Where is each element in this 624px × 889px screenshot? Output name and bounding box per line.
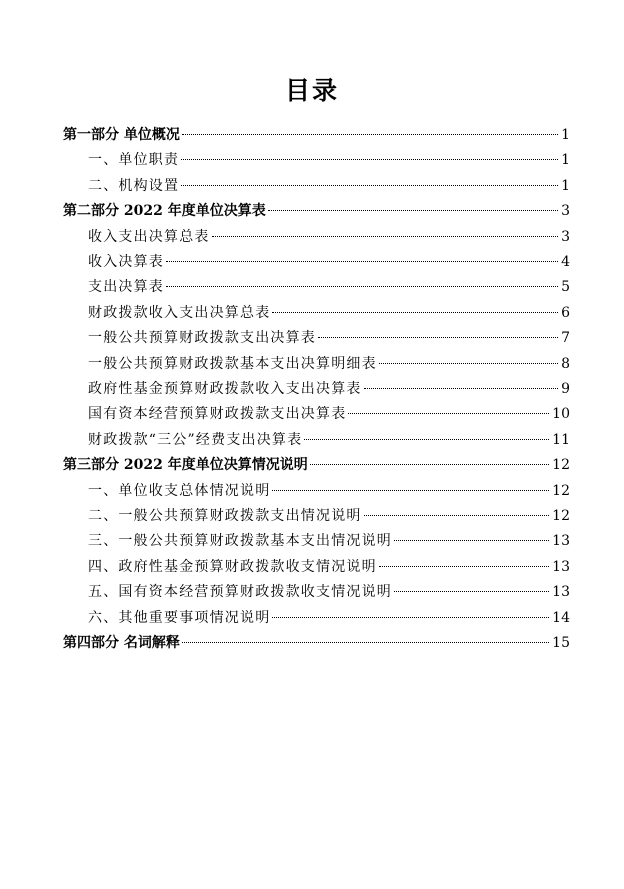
toc-dot-leader [310,464,549,465]
toc-dot-leader [272,617,549,618]
toc-entry[interactable] [88,378,570,400]
toc-entry[interactable] [88,480,570,502]
toc-dot-leader [166,286,558,287]
toc-entry[interactable] [88,530,570,552]
toc-entry[interactable] [88,607,570,629]
toc-entry[interactable] [88,403,570,425]
toc-entry[interactable] [63,200,570,222]
toc-dot-leader [181,185,558,186]
toc-entry-page-number: 5 [561,279,570,296]
toc-dot-leader [272,490,549,491]
toc-entry-label: 第四部分 名词解释 [63,635,180,651]
toc-dot-leader [394,540,549,541]
toc-entry-page-number: 13 [552,558,570,575]
toc-entry-page-number: 1 [561,152,570,169]
toc-entry-label: 一、单位职责 [88,152,180,169]
toc-entry-label: 一般公共预算财政拨款基本支出决算明细表 [88,355,377,372]
toc-entry-label: 一、单位收支总体情况说明 [88,482,271,499]
toc-entry-page-number: 3 [561,228,570,245]
toc-dot-leader [318,337,558,338]
toc-entry-page-number: 10 [552,406,570,423]
toc-entry-label: 五、国有资本经营预算财政拨款收支情况说明 [88,584,392,601]
toc-entry[interactable] [88,149,570,171]
toc-dot-leader [182,642,549,643]
toc-entry-label: 一般公共预算财政拨款支出决算表 [88,330,316,347]
toc-entry-page-number: 13 [552,584,570,601]
toc-entry-label: 第一部分 单位概况 [63,127,180,143]
toc-dot-leader [364,388,558,389]
toc-entry[interactable] [88,276,570,298]
toc-dot-leader [379,566,549,567]
toc-entry-label: 政府性基金预算财政拨款收入支出决算表 [88,381,362,397]
toc-entry-label: 财政拨款“三公”经费支出决算表 [88,431,303,448]
toc-dot-leader [166,261,558,262]
toc-entry-page-number: 12 [552,457,570,474]
toc-entry[interactable] [88,226,570,248]
toc-entry[interactable] [88,556,570,578]
toc-entry[interactable] [88,175,570,197]
toc-entry-page-number: 3 [561,203,570,220]
toc-entry[interactable] [63,454,570,476]
toc-entry-page-number: 11 [552,431,570,448]
toc-entry-label: 六、其他重要事项情况说明 [88,609,271,626]
toc-entry-label: 收入决算表 [88,254,164,270]
toc-entry[interactable] [88,251,570,273]
toc-dot-leader [379,363,558,364]
toc-entry-label: 二、机构设置 [88,177,180,194]
toc-dot-leader [364,515,550,516]
toc-entry[interactable] [88,429,570,451]
toc-dot-leader [304,439,549,440]
page-title: 目录 [284,76,339,105]
toc-entry-page-number: 1 [561,127,570,143]
toc-dot-leader [212,236,558,237]
toc-entry-page-number: 12 [552,482,570,499]
toc-dot-leader [394,591,549,592]
toc-entry-label: 二、一般公共预算财政拨款支出情况说明 [88,508,362,524]
toc-dot-leader [272,312,558,313]
toc-entry[interactable] [88,581,570,603]
toc-entry-page-number: 4 [561,254,570,270]
toc-entry-page-number: 8 [561,355,570,372]
toc-entry-label: 国有资本经营预算财政拨款支出决算表 [88,406,347,423]
toc-entry[interactable] [63,124,570,146]
toc-dot-leader [181,159,558,160]
toc-entry-label: 收入支出决算总表 [88,228,210,245]
toc-dot-leader [348,413,549,414]
toc-dot-leader [268,210,558,211]
toc-entry-page-number: 9 [561,381,570,397]
toc-entry-label: 四、政府性基金预算财政拨款收支情况说明 [88,558,377,575]
toc-entry-label: 第三部分 2022 年度单位决算情况说明 [63,457,308,474]
toc-entry-page-number: 12 [552,508,570,524]
toc-entry-page-number: 15 [552,635,570,651]
toc-entry-page-number: 13 [552,533,570,550]
toc-dot-leader [182,134,558,135]
toc-entry[interactable] [88,353,570,375]
toc-entry-label: 支出决算表 [88,279,164,296]
toc-entry[interactable] [88,302,570,324]
toc-entry-page-number: 1 [561,177,570,194]
toc-entry-label: 财政拨款收入支出决算总表 [88,304,271,321]
toc-entry-label: 三、一般公共预算财政拨款基本支出情况说明 [88,533,392,550]
toc-entry-label: 第二部分 2022 年度单位决算表 [63,203,266,220]
toc-entry-page-number: 6 [561,304,570,321]
toc-entry-page-number: 7 [561,330,570,347]
toc-entry[interactable] [88,505,570,527]
toc-entry[interactable] [88,327,570,349]
toc-entry[interactable] [63,632,570,654]
toc-entry-page-number: 14 [552,609,570,626]
